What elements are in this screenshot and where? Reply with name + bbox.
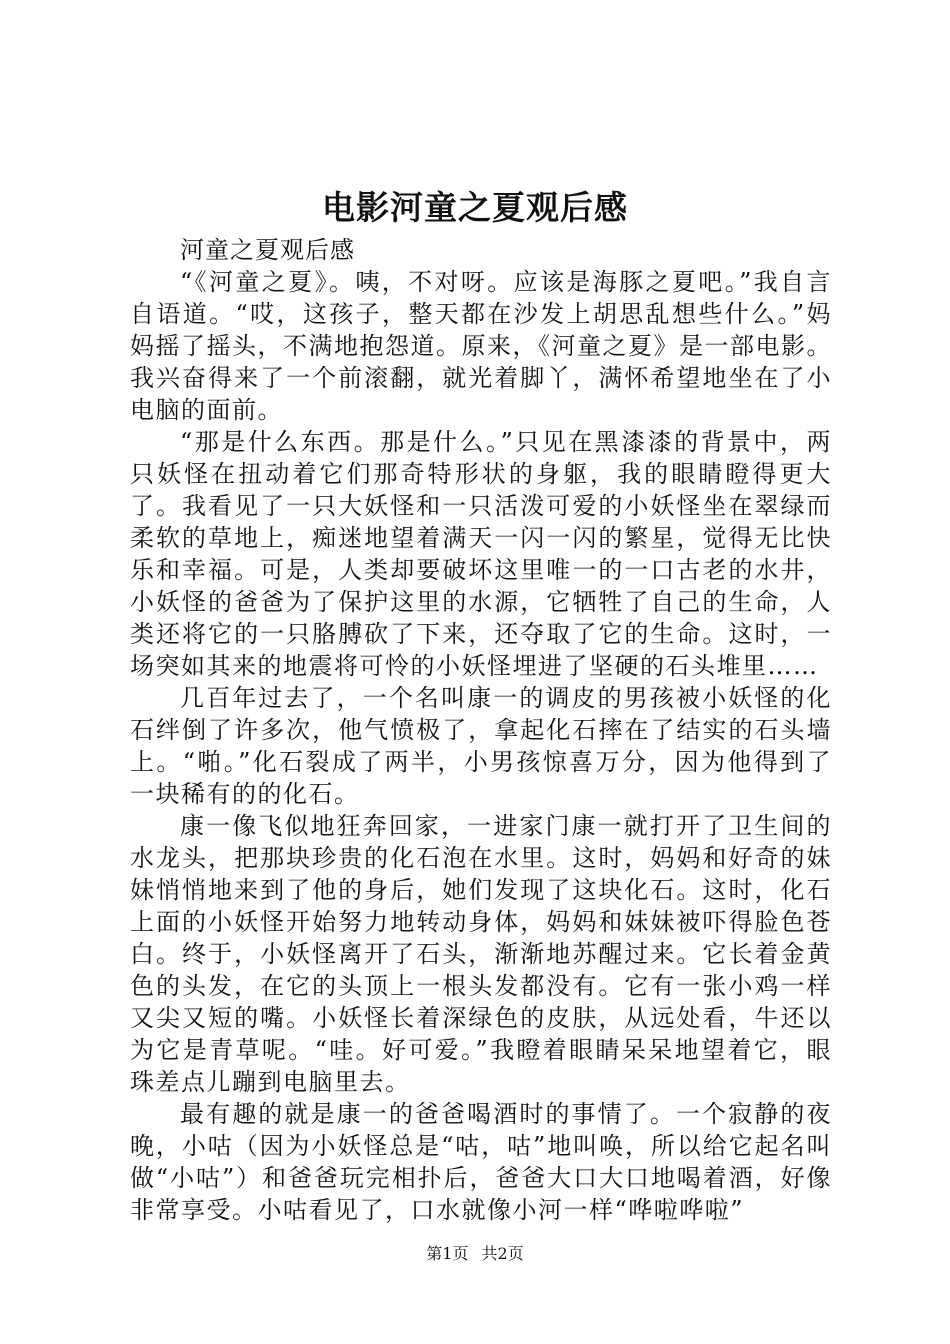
paragraph-2: “那是什么东西。那是什么。”只见在黑漆漆的背景中，两只妖怪在扭动着它们那奇特形状的身躯，我的眼睛瞪得更大了。我看见了一只大妖怪和一只活泼可爱的小妖怪坐在翠绿而柔软的草地上，痴迷地望着满天一闪一闪的繁星，觉得无比快乐和幸福。可是，人类却要破坏这里唯一的一口古老的水井，小妖怪的爸爸为了保护这里的水源，它牺牲了自己的生命，人类还将它的一只胳膊砍了下来，还夺取了它的生命。这时，一场突如其来的地震将可怜的小妖怪埋进了坚硬的石头堆里…… (130, 428, 832, 680)
paragraph-4: 康一像飞似地狂奔回家，一进家门康一就打开了卫生间的水龙头，把那块珍贵的化石泡在水里。这时，妈妈和好奇的妹妹悄悄地来到了他的身后，她们发现了这块化石。这时，化石上面的小妖怪开始努力地转动身体，妈妈和妹妹被吓得脸色苍白。终于，小妖怪离开了石头，渐渐地苏醒过来。它长着金黄色的头发，在它的头顶上一根头发都没有。它有一张小鸡一样又尖又短的嘴。小妖怪长着深绿色的皮肤，从远处看，牛还以为它是青草呢。“哇。好可爱。”我瞪着眼睛呆呆地望着它，眼珠差点儿蹦到电脑里去。 (130, 812, 832, 1096)
document-body (130, 234, 832, 1226)
paragraph-1: “《河童之夏》。咦，不对呀。应该是海豚之夏吧。”我自言自语道。“哎，这孩子，整天都在沙发上胡思乱想些什么。”妈妈摇了摇头，不满地抱怨道。原来，《河童之夏》是一部电影。我兴奋得来了一个前滚翻，就光着脚丫，满怀希望地坐在了小电脑的面前。 (130, 268, 832, 424)
page-number: 第1页 (426, 1244, 469, 1263)
page-footer (0, 1244, 950, 1264)
document-title: 电影河童之夏观后感 (322, 188, 628, 227)
page-total: 共2页 (481, 1244, 524, 1263)
document-subtitle: 河童之夏观后感 (180, 236, 355, 264)
paragraph-5: 最有趣的就是康一的爸爸喝酒时的事情了。一个寂静的夜晚，小咕（因为小妖怪总是“咕，咕”地叫唤，所以给它起名叫做“小咕”）和爸爸玩完相扑后，爸爸大口大口地喝着酒，好像非常享受。小咕看见了，口水就像小河一样“哗啦哗啦” (130, 1100, 832, 1224)
paragraph-3: 几百年过去了，一个名叫康一的调皮的男孩被小妖怪的化石绊倒了许多次，他气愤极了，拿起化石摔在了结实的石头墙上。“啪。”化石裂成了两半，小男孩惊喜万分，因为他得到了一块稀有的的化石。 (130, 684, 832, 808)
